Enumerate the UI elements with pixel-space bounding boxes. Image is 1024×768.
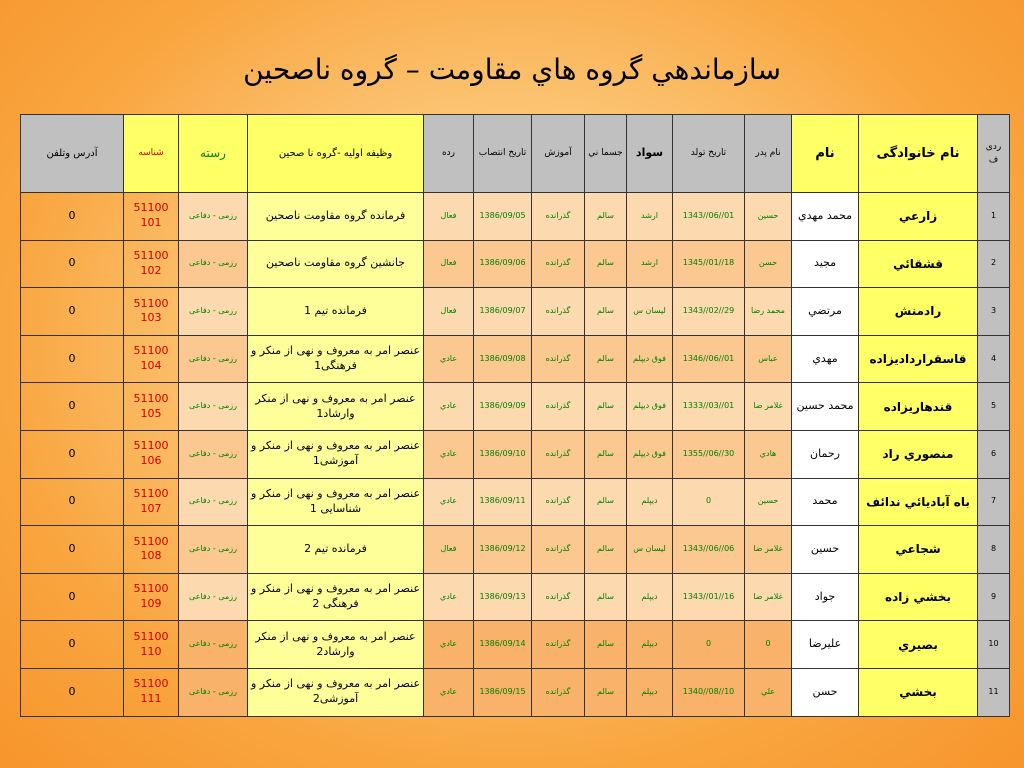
- row-amoozesh: گذرانده: [532, 526, 585, 574]
- row-rade: فعال: [424, 526, 474, 574]
- row-reshte: رزمی - دفاعی: [179, 621, 248, 669]
- row-father: غلامر ضا: [745, 383, 792, 431]
- row-rade: عادي: [424, 383, 474, 431]
- row-name: محمد مهدي: [792, 193, 859, 241]
- header-row: [21, 115, 1010, 193]
- header-father: نام پدر: [745, 115, 792, 193]
- row-amoozesh: گذرانده: [532, 430, 585, 478]
- row-index: 4: [978, 335, 1010, 383]
- row-father: علي: [745, 668, 792, 716]
- row-task: عنصر امر به معروف و نهی از منکر و شناسایی 1: [248, 478, 424, 526]
- row-reshte: رزمی - دفاعی: [179, 668, 248, 716]
- row-shenaseh: 51100 105: [124, 383, 179, 431]
- header-family: نام خانوادگی: [859, 115, 978, 193]
- row-entesab: 1386/09/12: [474, 526, 532, 574]
- row-shenaseh: 51100 108: [124, 526, 179, 574]
- row-task: عنصر امر به معروف و نهی از منکر و فرهنگی 2: [248, 573, 424, 621]
- row-index: 7: [978, 478, 1010, 526]
- row-entesab: 1386/09/08: [474, 335, 532, 383]
- row-birth: 1343//01//16: [673, 573, 745, 621]
- row-entesab: 1386/09/09: [474, 383, 532, 431]
- row-name: عليرضا: [792, 621, 859, 669]
- row-jesmani: سالم: [585, 430, 627, 478]
- row-task: جانشین گروه مقاومت ناصحين: [248, 240, 424, 288]
- table-row: [21, 240, 1010, 288]
- row-jesmani: سالم: [585, 288, 627, 336]
- row-savad: ديپلم: [627, 668, 673, 716]
- header-name: نام: [792, 115, 859, 193]
- row-shenaseh: 51100 106: [124, 430, 179, 478]
- row-reshte: رزمی - دفاعی: [179, 573, 248, 621]
- row-jesmani: سالم: [585, 668, 627, 716]
- row-birth: 1346//06//01: [673, 335, 745, 383]
- page-title: سازماندهي گروه هاي مقاومت – گروه ناصحين: [243, 53, 781, 86]
- table-row: [21, 621, 1010, 669]
- row-address: 0: [21, 478, 124, 526]
- header-index: ردی ف: [978, 115, 1010, 193]
- row-shenaseh: 51100 101: [124, 193, 179, 241]
- row-reshte: رزمی - دفاعی: [179, 526, 248, 574]
- row-father: غلامر ضا: [745, 573, 792, 621]
- row-jesmani: سالم: [585, 335, 627, 383]
- row-family: قندهاريزاده: [859, 383, 978, 431]
- row-task: عنصر امر به معروف و نهی از منکر وارشاد1: [248, 383, 424, 431]
- row-name: حسن: [792, 668, 859, 716]
- row-address: 0: [21, 668, 124, 716]
- row-savad: فوق ديپلم: [627, 430, 673, 478]
- row-family: بخشي: [859, 668, 978, 716]
- row-entesab: 1386/09/11: [474, 478, 532, 526]
- row-jesmani: سالم: [585, 240, 627, 288]
- row-index: 2: [978, 240, 1010, 288]
- row-rade: عادي: [424, 573, 474, 621]
- row-reshte: رزمی - دفاعی: [179, 288, 248, 336]
- row-birth: 0: [673, 621, 745, 669]
- row-amoozesh: گذرانده: [532, 478, 585, 526]
- row-birth: 1343//06//06: [673, 526, 745, 574]
- row-birth: 1343//02//29: [673, 288, 745, 336]
- table-row: [21, 383, 1010, 431]
- row-task: فرمانده تیم 2: [248, 526, 424, 574]
- row-address: 0: [21, 430, 124, 478]
- row-jesmani: سالم: [585, 526, 627, 574]
- row-jesmani: سالم: [585, 621, 627, 669]
- row-task: فرمانده گروه مقاومت ناصحين: [248, 193, 424, 241]
- row-reshte: رزمی - دفاعی: [179, 478, 248, 526]
- header-shenaseh: شناسه: [124, 115, 179, 193]
- row-entesab: 1386/09/13: [474, 573, 532, 621]
- row-rade: عادي: [424, 668, 474, 716]
- row-amoozesh: گذرانده: [532, 335, 585, 383]
- row-entesab: 1386/09/10: [474, 430, 532, 478]
- row-name: حسين: [792, 526, 859, 574]
- row-index: 5: [978, 383, 1010, 431]
- row-name: مرتضي: [792, 288, 859, 336]
- row-father: حسين: [745, 478, 792, 526]
- row-reshte: رزمی - دفاعی: [179, 383, 248, 431]
- row-shenaseh: 51100 107: [124, 478, 179, 526]
- row-amoozesh: گذرانده: [532, 383, 585, 431]
- table-row: [21, 193, 1010, 241]
- personnel-table: [20, 114, 1010, 717]
- row-jesmani: سالم: [585, 193, 627, 241]
- row-name: رحمان: [792, 430, 859, 478]
- header-savad: سواد: [627, 115, 673, 193]
- row-rade: عادي: [424, 430, 474, 478]
- row-amoozesh: گذرانده: [532, 668, 585, 716]
- row-address: 0: [21, 621, 124, 669]
- row-rade: عادي: [424, 335, 474, 383]
- row-family: قشقائي: [859, 240, 978, 288]
- header-reshte: رسته: [179, 115, 248, 193]
- row-shenaseh: 51100 103: [124, 288, 179, 336]
- row-family: زارعي: [859, 193, 978, 241]
- row-reshte: رزمی - دفاعی: [179, 193, 248, 241]
- row-savad: ليسان س: [627, 288, 673, 336]
- row-father: عباس: [745, 335, 792, 383]
- row-family: بخشي زاده: [859, 573, 978, 621]
- row-family: شجاعي: [859, 526, 978, 574]
- row-name: جواد: [792, 573, 859, 621]
- row-index: 1: [978, 193, 1010, 241]
- row-shenaseh: 51100 104: [124, 335, 179, 383]
- row-birth: 1340//08//10: [673, 668, 745, 716]
- row-index: 11: [978, 668, 1010, 716]
- row-birth: 1355//06//30: [673, 430, 745, 478]
- row-index: 9: [978, 573, 1010, 621]
- row-family: منصوري راد: [859, 430, 978, 478]
- header-entesab: تاريخ انتصاب: [474, 115, 532, 193]
- row-reshte: رزمی - دفاعی: [179, 335, 248, 383]
- row-savad: ارشد: [627, 193, 673, 241]
- row-shenaseh: 51100 110: [124, 621, 179, 669]
- row-rade: عادي: [424, 478, 474, 526]
- row-address: 0: [21, 526, 124, 574]
- row-name: محمد حسين: [792, 383, 859, 431]
- row-jesmani: سالم: [585, 573, 627, 621]
- header-birth: تاريخ تولد: [673, 115, 745, 193]
- row-address: 0: [21, 383, 124, 431]
- row-savad: ليسان س: [627, 526, 673, 574]
- row-father: محمد رضا: [745, 288, 792, 336]
- row-rade: فعال: [424, 288, 474, 336]
- table-row: [21, 430, 1010, 478]
- table-row: [21, 335, 1010, 383]
- row-address: 0: [21, 288, 124, 336]
- row-task: فرمانده تیم 1: [248, 288, 424, 336]
- row-reshte: رزمی - دفاعی: [179, 240, 248, 288]
- row-birth: 1345//01//18: [673, 240, 745, 288]
- row-savad: فوق ديپلم: [627, 335, 673, 383]
- row-shenaseh: 51100 111: [124, 668, 179, 716]
- row-family: رادمنش: [859, 288, 978, 336]
- row-jesmani: سالم: [585, 478, 627, 526]
- table-row: [21, 573, 1010, 621]
- row-name: مهدي: [792, 335, 859, 383]
- row-address: 0: [21, 573, 124, 621]
- row-address: 0: [21, 193, 124, 241]
- row-address: 0: [21, 335, 124, 383]
- row-entesab: 1386/09/14: [474, 621, 532, 669]
- row-index: 6: [978, 430, 1010, 478]
- table-row: [21, 478, 1010, 526]
- header-address: آدرس وتلفن: [21, 115, 124, 193]
- row-father: غلامر ضا: [745, 526, 792, 574]
- row-amoozesh: گذرانده: [532, 288, 585, 336]
- row-shenaseh: 51100 102: [124, 240, 179, 288]
- row-savad: ديپلم: [627, 478, 673, 526]
- row-address: 0: [21, 240, 124, 288]
- row-entesab: 1386/09/07: [474, 288, 532, 336]
- row-father: 0: [745, 621, 792, 669]
- row-birth: 1333//03//01: [673, 383, 745, 431]
- row-savad: ديپلم: [627, 621, 673, 669]
- row-birth: 1343//06//01: [673, 193, 745, 241]
- row-task: عنصر امر به معروف و نهی از منکر وارشاد2: [248, 621, 424, 669]
- table-row: [21, 668, 1010, 716]
- header-rade: رده: [424, 115, 474, 193]
- row-amoozesh: گذرانده: [532, 240, 585, 288]
- header-amoozesh: آموزش: [532, 115, 585, 193]
- header-jesmani: جسما ني: [585, 115, 627, 193]
- row-savad: ديپلم: [627, 573, 673, 621]
- row-family: باه آباديائي ندائف: [859, 478, 978, 526]
- row-task: عنصر امر به معروف و نهی از منکر و آموزشی2: [248, 668, 424, 716]
- row-name: محمد: [792, 478, 859, 526]
- table-row: [21, 288, 1010, 336]
- row-family: قاسقرارداديزاده: [859, 335, 978, 383]
- row-amoozesh: گذرانده: [532, 573, 585, 621]
- row-task: عنصر امر به معروف و نهی از منکر و فرهنگی1: [248, 335, 424, 383]
- row-rade: عادي: [424, 621, 474, 669]
- row-index: 8: [978, 526, 1010, 574]
- row-rade: فعال: [424, 193, 474, 241]
- row-amoozesh: گذرانده: [532, 193, 585, 241]
- row-entesab: 1386/09/15: [474, 668, 532, 716]
- row-index: 10: [978, 621, 1010, 669]
- row-jesmani: سالم: [585, 383, 627, 431]
- row-father: حسن: [745, 240, 792, 288]
- row-family: بصيري: [859, 621, 978, 669]
- row-amoozesh: گذرانده: [532, 621, 585, 669]
- row-father: هادي: [745, 430, 792, 478]
- table-row: [21, 526, 1010, 574]
- row-entesab: 1386/09/06: [474, 240, 532, 288]
- row-rade: فعال: [424, 240, 474, 288]
- row-task: عنصر امر به معروف و نهی از منکر و آموزشی1: [248, 430, 424, 478]
- row-savad: ارشد: [627, 240, 673, 288]
- row-father: حسين: [745, 193, 792, 241]
- row-savad: فوق ديپلم: [627, 383, 673, 431]
- header-task: وظيفه اوليه -گروه نا صحين: [248, 115, 424, 193]
- row-shenaseh: 51100 109: [124, 573, 179, 621]
- row-name: مجيد: [792, 240, 859, 288]
- row-entesab: 1386/09/05: [474, 193, 532, 241]
- row-reshte: رزمی - دفاعی: [179, 430, 248, 478]
- row-birth: 0: [673, 478, 745, 526]
- row-index: 3: [978, 288, 1010, 336]
